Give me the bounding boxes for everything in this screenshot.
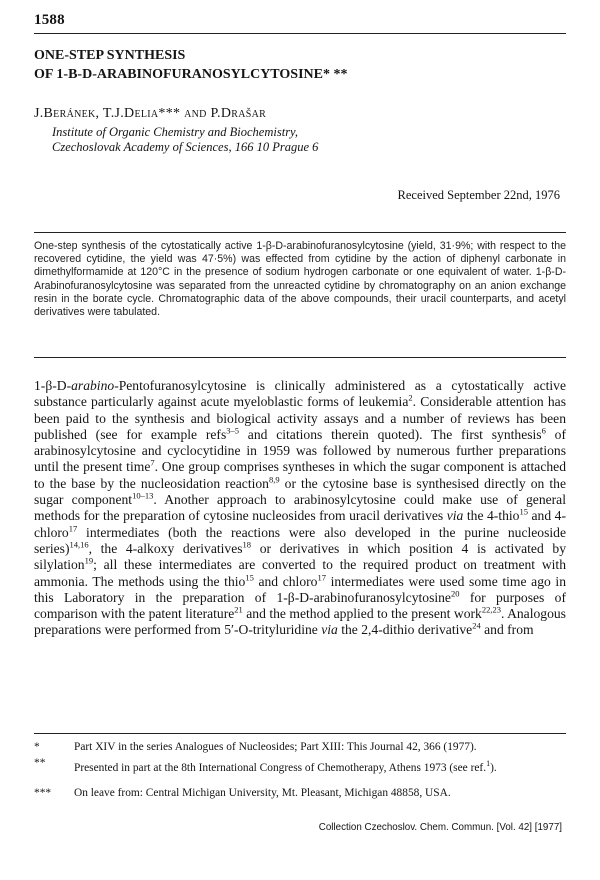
citation-ref: 10–13: [132, 490, 154, 501]
body-span: -Pentofuranosylcytosine is clinically administered as a cytostatically active substance particularly against acute myeloblastic forms of leukemia: [34, 378, 566, 410]
title-line-1: ONE-STEP SYNTHESIS: [34, 48, 186, 63]
footnote-text: Presented in part at the 8th International Congress of Chemotherapy, Athens 1973 (see ref.: [74, 761, 487, 774]
citation-ref: 21: [234, 604, 243, 615]
body-span: and from: [480, 622, 534, 638]
body-span: . Considerable attention has been paid to the synthesis and biological activity assays and a number of reviews has been published (see for example refs: [34, 394, 566, 442]
citation-ref: 7: [150, 457, 155, 468]
title-line-2: OF 1-Β-D-ARABINOFURANOSYLCYTOSINE* **: [34, 67, 348, 82]
citation-ref: 6: [541, 425, 546, 436]
footnote: [34, 787, 566, 801]
body-italic: via: [321, 622, 338, 638]
citation-ref: 24: [472, 620, 481, 631]
citation-ref: 1: [486, 759, 491, 768]
affiliation: [52, 125, 318, 155]
affiliation-line-1: Institute of Organic Chemistry and Biochemistry,: [52, 125, 299, 139]
body-span: intermediates were used some time ago in this Laboratory in the preparation of 1-β-D-arabinofuranosylcytosine: [34, 573, 566, 605]
citation-ref: 15: [519, 506, 528, 517]
body-span: or the cytosine base is synthesised directly on the sugar component: [34, 475, 567, 508]
body-span: the 4-thio: [463, 508, 520, 524]
body-span: and chloro: [253, 573, 318, 589]
abstract: One-step synthesis of the cytostatically active 1-β-D-arabinofuranosylcytosine (yield, 31·9%; with respect to the recovered cytidine, the yield was 47·5%) was effected from cytidine by the action of diphenyl carbonate in dimethylformamide at 120°C in the presence of sodium hydrogen carbonate or one equivalent of water. 1-β-D-Arabinofuranosylcytosine was separated from the unreacted cytidine by chromatography on an anion exchange resin in the borate cycle. Chromatographic data of the above compounds, their uracil counterparts, and acetyl derivatives were tabulated.: [34, 240, 566, 319]
footnote-text-wrap: [34, 757, 566, 775]
footnote: [34, 757, 566, 775]
body-span: intermediates (both the reactions were also developed in the purine nucleoside series): [34, 524, 566, 556]
page-number: 1588: [34, 12, 65, 28]
body-span: . One group comprises syntheses in which the sugar component is attached to the base by the nucleosidation reaction: [34, 459, 566, 491]
body-span: 1-β-D-: [34, 378, 72, 393]
body-span: and citations therein quoted). The first synthesis: [238, 426, 542, 442]
article-title: [34, 46, 554, 84]
citation-ref: 22,23: [481, 604, 501, 615]
body-span: and 4-chloro: [34, 508, 566, 540]
body-text: [34, 378, 566, 639]
body-span: ; all these intermediates are converted to the required product on treatment with ammonia. The methods using the thio: [34, 557, 566, 589]
received-date: Received September 22nd, 1976: [397, 188, 560, 202]
journal-footer: Collection Czechoslov. Chem. Commun. [Vol. 42] [1977]: [318, 822, 562, 833]
body-span: of arabinosylcytosine and cyclocytidine in 1959 was followed by numerous further preparations until the present time: [34, 426, 566, 475]
footnote-rule: [34, 733, 566, 734]
footnote-text: ).: [490, 761, 497, 774]
body-span: . Another approach to arabinosylcytosine could make use of general methods for the preparation of cytosine nucleosides from uracil derivatives: [34, 492, 566, 524]
body-span: , the 4-alkoxy derivatives: [88, 540, 243, 556]
footnote-mark: *: [34, 741, 40, 753]
citation-ref: 18: [242, 539, 252, 550]
citation-ref: 2: [408, 392, 413, 403]
body-span: the 2,4-dithio derivative: [337, 622, 473, 638]
citation-ref: 17: [317, 572, 326, 583]
citation-ref: 3–5: [226, 425, 239, 436]
footnote: [34, 741, 566, 755]
abstract-rule-top: [34, 232, 566, 233]
footnote-text: On leave from: Central Michigan University, Mt. Pleasant, Michigan 48858, USA.: [74, 787, 451, 799]
body-span: or derivatives in which position 4 is activated by silylation: [34, 540, 566, 573]
citation-ref: 15: [245, 572, 254, 583]
citation-ref: 14,16: [69, 539, 89, 550]
footnote-mark: ***: [34, 787, 52, 799]
body-italic: via: [446, 508, 464, 524]
citation-ref: 8,9: [268, 474, 280, 485]
body-italic: arabino: [71, 378, 115, 393]
footnote-mark: **: [34, 757, 46, 769]
citation-ref: 20: [450, 588, 460, 599]
body-span: for purposes of comparison with the patent literature: [34, 589, 566, 622]
body-span: and the method applied to the present work: [242, 606, 482, 622]
affiliation-line-2: Czechoslovak Academy of Sciences, 166 10 Prague 6: [52, 140, 319, 154]
citation-ref: 17: [68, 523, 78, 534]
body-span: . Analogous preparations were performed from 5′-O-trityluridine: [34, 606, 566, 638]
authors: J.Beránek, T.J.Delia*** and P.Drašar: [34, 106, 267, 121]
header-rule: [34, 33, 566, 34]
citation-ref: 19: [84, 555, 94, 566]
footnote-text: Part XIV in the series Analogues of Nucleosides; Part XIII: This Journal 42, 366 (1977).: [74, 741, 477, 753]
abstract-rule-bottom: [34, 357, 566, 358]
